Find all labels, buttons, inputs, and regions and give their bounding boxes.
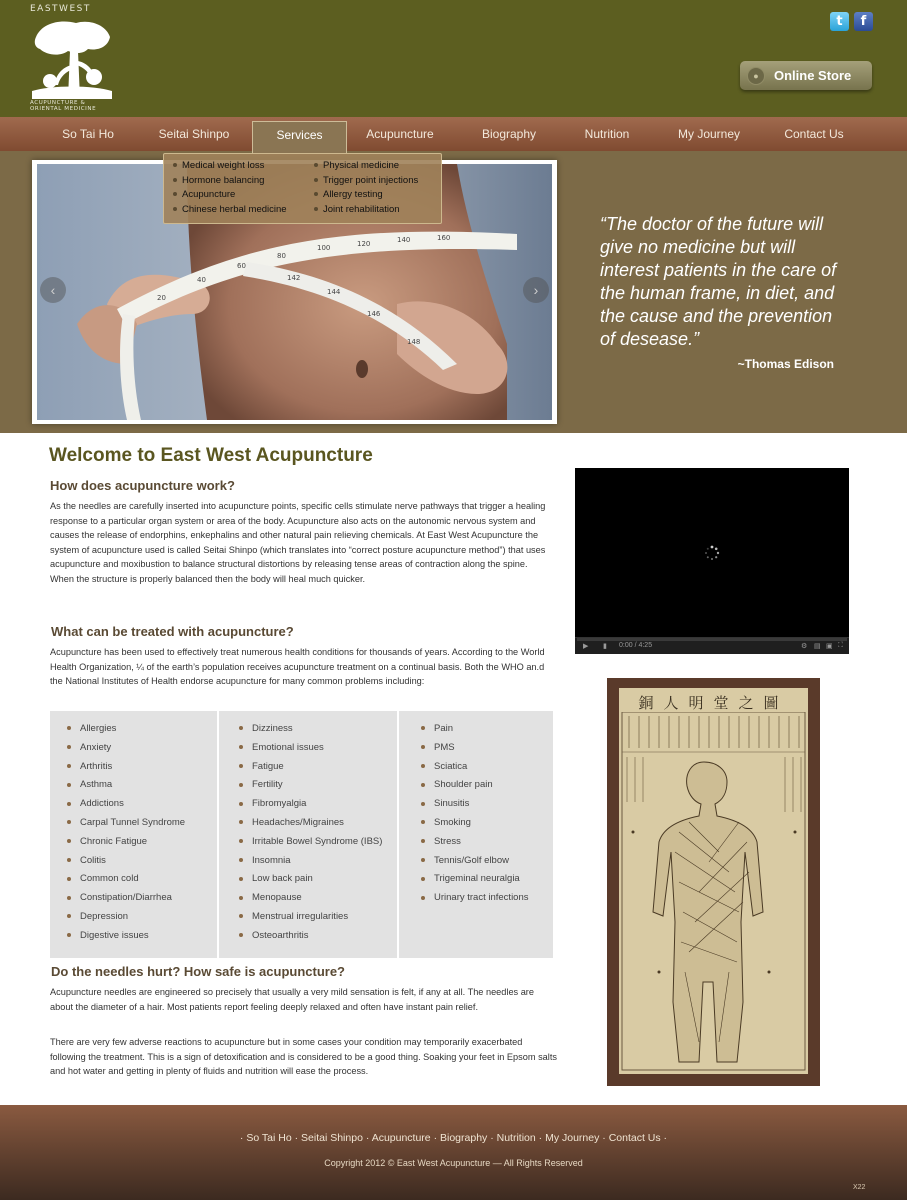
- bullet-icon: [173, 192, 177, 196]
- list-item: Low back pain: [239, 870, 382, 889]
- bullet-icon: [239, 820, 243, 824]
- list-item: Arthritis: [67, 758, 185, 777]
- footer-link-nutrition[interactable]: Nutrition: [496, 1132, 536, 1144]
- list-item: Dizziness: [239, 720, 382, 739]
- footer-link-contact-us[interactable]: Contact Us: [608, 1132, 661, 1144]
- svg-text:142: 142: [287, 274, 301, 282]
- bullet-icon: [239, 783, 243, 787]
- svg-text:146: 146: [367, 310, 381, 318]
- nav-my-journey[interactable]: My Journey: [677, 127, 741, 141]
- bullet-icon: [421, 783, 425, 787]
- bullet-icon: [314, 207, 318, 211]
- acupuncture-chart-image: [619, 688, 808, 1074]
- footer-nav: · So Tai Ho · Seitai Shinpo · Acupuncture · Biography · Nutrition · My Journey · Contact Us ·: [239, 1132, 668, 1144]
- list-item: Fertility: [239, 776, 382, 795]
- logo-top-text: EASTWEST: [30, 4, 91, 14]
- bullet-icon: [314, 178, 318, 182]
- bullet-icon: [67, 858, 71, 862]
- fullscreen-icon[interactable]: ⛶: [838, 642, 843, 649]
- list-item: Irritable Bowel Syndrome (IBS): [239, 833, 382, 852]
- nav-so-tai-ho[interactable]: So Tai Ho: [62, 127, 114, 141]
- bullet-icon: [421, 839, 425, 843]
- bullet-icon: [239, 802, 243, 806]
- copyright-text: Copyright 2012 © East West Acupuncture — All Rights Reserved: [324, 1158, 583, 1168]
- section-body-safety-2: There are very few adverse reactions to acupuncture but in some cases your condition may temporarily exacerbated following the treatment. This is a sign of detoxification and is considered to be a good thing. Soaking your feet in Epsom salts and hot water and getting in plenty of fluids and nutrition will ease the process.: [50, 1037, 557, 1077]
- bullet-icon: [67, 802, 71, 806]
- nav-biography[interactable]: Biography: [481, 127, 537, 141]
- bullet-icon: [239, 914, 243, 918]
- conditions-col-1: [67, 720, 185, 946]
- footer-link-acupuncture[interactable]: Acupuncture: [371, 1132, 431, 1144]
- svg-text:148: 148: [407, 338, 421, 346]
- dropdown-col-left: [173, 159, 287, 217]
- list-item: Stress: [421, 833, 529, 852]
- bullet-icon: [239, 745, 243, 749]
- section-heading-treated: What can be treated with acupuncture?: [51, 624, 294, 639]
- column-divider: [397, 711, 399, 958]
- footer-link-my-journey[interactable]: My Journey: [545, 1132, 600, 1144]
- list-item: Digestive issues: [67, 927, 185, 946]
- hero-quote: “The doctor of the future will give no medicine but will interest patients in the care of the human frame, in diet, and the cause and the prevention of desease.”: [600, 214, 837, 349]
- dropdown-item[interactable]: Joint rehabilitation: [314, 203, 418, 218]
- section-body-safety-1: Acupuncture needles are engineered so precisely that usually a very mild sensation is felt, if any at all. The needles are about the diameter of a hair. Most patients report feeling deeply relaxed and often have instant pain relief.: [50, 987, 534, 1012]
- slider-next-arrow-icon[interactable]: ›: [523, 277, 549, 303]
- services-dropdown-menu: [163, 153, 442, 224]
- list-item: Sciatica: [421, 758, 529, 777]
- volume-icon[interactable]: ▮: [603, 643, 607, 650]
- slider-prev-arrow-icon[interactable]: ‹: [40, 277, 66, 303]
- bag-icon: ●: [747, 67, 765, 85]
- bullet-icon: [421, 745, 425, 749]
- bullet-icon: [67, 726, 71, 730]
- twitter-icon[interactable]: t: [830, 12, 849, 31]
- conditions-col-2: [239, 720, 382, 946]
- page-title: Welcome to East West Acupuncture: [49, 445, 373, 466]
- nav-seitai-shinpo[interactable]: Seitai Shinpo: [158, 127, 230, 141]
- video-controls: [575, 637, 849, 654]
- online-store-button[interactable]: [740, 61, 872, 90]
- bullet-icon: [173, 178, 177, 182]
- nav-contact-us[interactable]: Contact Us: [784, 127, 844, 141]
- dropdown-item[interactable]: Chinese herbal medicine: [173, 203, 287, 218]
- chart-title: 銅人明堂之圖: [638, 694, 789, 712]
- bullet-icon: [421, 877, 425, 881]
- svg-text:120: 120: [357, 240, 371, 248]
- list-item: Pain: [421, 720, 529, 739]
- footer-tag: X22: [853, 1184, 866, 1191]
- list-item: Menstrual irregularities: [239, 908, 382, 927]
- acupuncture-chart-frame: [607, 678, 820, 1086]
- main-nav: [0, 117, 907, 151]
- quote-author: ~Thomas Edison: [737, 357, 834, 371]
- list-item: Fibromyalgia: [239, 795, 382, 814]
- list-item: PMS: [421, 739, 529, 758]
- bullet-icon: [421, 726, 425, 730]
- section-heading-safety: Do the needles hurt? How safe is acupuncture?: [51, 964, 345, 979]
- section-body-how: As the needles are carefully inserted into acupuncture points, specific cells stimulate nerve pathways that trigger a healing response to a particular organ system or area of the body. Acupuncture also acts on the autonomic nervous system and causes the release of endorphins, enkephalins and other natural pain relieving chemicals. At East West Acupuncture the system of acupuncture used is called Seitai Shinpo (which translates into “correct posture acupuncture method”) that uses acupuncture and moxibustion to balance structural distortions by releasing tense areas of contraction along the spine. When the structure is properly balanced then the body will heal much quicker.: [50, 501, 546, 584]
- svg-text:160: 160: [437, 234, 451, 242]
- list-item: Anxiety: [67, 739, 185, 758]
- bullet-icon: [67, 933, 71, 937]
- bullet-icon: [67, 896, 71, 900]
- bullet-icon: [239, 896, 243, 900]
- site-header: [0, 0, 907, 117]
- site-footer: [0, 1105, 907, 1200]
- list-item: Shoulder pain: [421, 776, 529, 795]
- bullet-icon: [421, 802, 425, 806]
- settings-icon[interactable]: ⚙: [801, 643, 808, 650]
- list-item: Addictions: [67, 795, 185, 814]
- bullet-icon: [239, 764, 243, 768]
- video-progress-bar[interactable]: [577, 638, 847, 641]
- play-icon[interactable]: ▶: [583, 643, 589, 650]
- loading-spinner-icon: [704, 545, 720, 561]
- bullet-icon: [67, 877, 71, 881]
- dropdown-item[interactable]: Trigger point injections: [314, 174, 418, 189]
- list-item: Sinusitis: [421, 795, 529, 814]
- nav-services[interactable]: Services: [252, 121, 347, 153]
- svg-text:80: 80: [277, 252, 286, 260]
- nav-acupuncture[interactable]: Acupuncture: [366, 127, 434, 141]
- list-item: Tennis/Golf elbow: [421, 852, 529, 871]
- svg-text:20: 20: [157, 294, 166, 302]
- dropdown-item[interactable]: Physical medicine: [314, 159, 418, 174]
- nav-nutrition[interactable]: Nutrition: [584, 127, 630, 141]
- facebook-icon[interactable]: f: [854, 12, 873, 31]
- bullet-icon: [67, 820, 71, 824]
- bullet-icon: [421, 896, 425, 900]
- list-item: Insomnia: [239, 852, 382, 871]
- conditions-col-3: [421, 720, 529, 908]
- bullet-icon: [421, 820, 425, 824]
- online-store-label: Online Store: [774, 68, 852, 83]
- site-logo[interactable]: [30, 4, 114, 112]
- list-item: Allergies: [67, 720, 185, 739]
- list-item: Carpal Tunnel Syndrome: [67, 814, 185, 833]
- svg-text:40: 40: [197, 276, 206, 284]
- bullet-icon: [421, 764, 425, 768]
- dropdown-item[interactable]: Hormone balancing: [173, 174, 287, 189]
- list-item: Fatigue: [239, 758, 382, 777]
- list-item: Emotional issues: [239, 739, 382, 758]
- section-body-treated: Acupuncture has been used to effectively treat numerous health conditions for thousands of years. According to the World Health Organization, ¼ of the earth’s population receives acupuncture treatment on a continual basis. Both the WHO an.d the National Institutes of Health endorse acupuncture for many common problems including:: [50, 647, 545, 687]
- captions-icon[interactable]: ▤: [814, 643, 821, 650]
- svg-text:144: 144: [327, 288, 341, 296]
- footer-link-so-tai-ho[interactable]: So Tai Ho: [246, 1132, 292, 1144]
- dropdown-col-right: [314, 159, 418, 217]
- bullet-icon: [239, 839, 243, 843]
- svg-text:60: 60: [237, 262, 246, 270]
- video-player[interactable]: [575, 468, 849, 654]
- list-item: Smoking: [421, 814, 529, 833]
- svg-text:100: 100: [317, 244, 331, 252]
- bullet-icon: [239, 726, 243, 730]
- list-item: Colitis: [67, 852, 185, 871]
- list-item: Urinary tract infections: [421, 889, 529, 908]
- bullet-icon: [173, 163, 177, 167]
- acupuncture-figure-icon: [619, 712, 808, 1074]
- bullet-icon: [239, 933, 243, 937]
- list-item: Common cold: [67, 870, 185, 889]
- tree-logo-icon: [32, 15, 112, 99]
- section-heading-how: How does acupuncture work?: [50, 478, 235, 493]
- list-item: Chronic Fatigue: [67, 833, 185, 852]
- footer-link-seitai-shinpo[interactable]: Seitai Shinpo: [301, 1132, 363, 1144]
- bullet-icon: [67, 783, 71, 787]
- footer-link-biography[interactable]: Biography: [440, 1132, 488, 1144]
- list-item: Osteoarthritis: [239, 927, 382, 946]
- dropdown-item[interactable]: Acupuncture: [173, 188, 287, 203]
- bullet-icon: [67, 764, 71, 768]
- dropdown-item[interactable]: Medical weight loss: [173, 159, 287, 174]
- popout-icon[interactable]: ▣: [826, 643, 833, 650]
- bullet-icon: [67, 745, 71, 749]
- bullet-icon: [67, 839, 71, 843]
- svg-text:140: 140: [397, 236, 411, 244]
- list-item: Menopause: [239, 889, 382, 908]
- bullet-icon: [67, 914, 71, 918]
- list-item: Depression: [67, 908, 185, 927]
- bullet-icon: [173, 207, 177, 211]
- bullet-icon: [239, 858, 243, 862]
- list-item: Constipation/Diarrhea: [67, 889, 185, 908]
- video-time: 0:00 / 4:25: [619, 642, 653, 649]
- bullet-icon: [314, 163, 318, 167]
- bullet-icon: [239, 877, 243, 881]
- list-item: Asthma: [67, 776, 185, 795]
- dropdown-item[interactable]: Allergy testing: [314, 188, 418, 203]
- column-divider: [217, 711, 219, 958]
- bullet-icon: [314, 192, 318, 196]
- logo-bottom-text: ACUPUNCTURE & ORIENTAL MEDICINE: [30, 100, 97, 112]
- bullet-icon: [421, 858, 425, 862]
- list-item: Trigeminal neuralgia: [421, 870, 529, 889]
- list-item: Headaches/Migraines: [239, 814, 382, 833]
